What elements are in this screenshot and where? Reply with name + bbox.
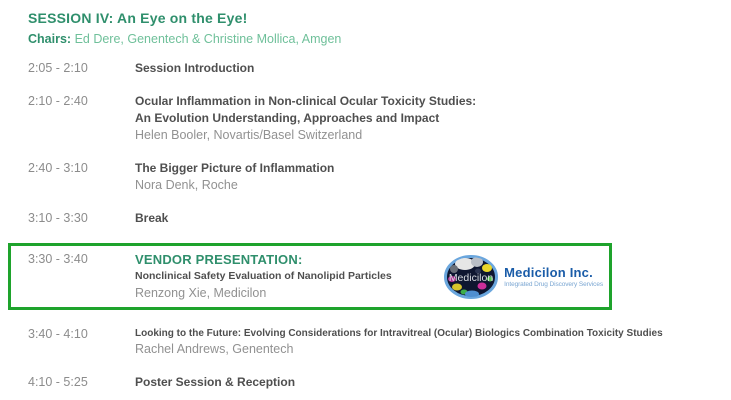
session-name: Session Introduction (135, 61, 255, 75)
agenda-row-6 (28, 326, 731, 358)
vendor-highlight-box (8, 243, 612, 310)
agenda-rows (28, 60, 731, 391)
medicilon-oval-icon (444, 255, 498, 299)
session-name: Break (135, 211, 169, 225)
session-name: Nonclinical Safety Evaluation of Nanolipid Particles (135, 270, 392, 282)
session-name: The Bigger Picture of Inflammation (135, 161, 335, 175)
chairs-names: Ed Dere, Genentech & Christine Mollica, Amgen (74, 32, 342, 46)
speaker-name: Helen Booler, Novartis/Basel Switzerland (135, 128, 363, 142)
speaker-name: Rachel Andrews, Genentech (135, 342, 294, 356)
medicilon-company-name: Medicilon Inc. (504, 264, 593, 280)
speaker-name: Renzong Xie, Medicilon (135, 286, 267, 300)
time-label: 3:40 - 4:10 (28, 327, 88, 341)
time-label: 2:40 - 3:10 (28, 161, 88, 175)
time-label: 3:10 - 3:30 (28, 211, 88, 225)
speaker-name: Nora Denk, Roche (135, 178, 238, 192)
session-name: Looking to the Future: Evolving Considerations for Intravitreal (Ocular) Biologics Combination Toxicity Studies (135, 328, 663, 339)
time-label: 4:10 - 5:25 (28, 375, 88, 389)
agenda-row-4 (28, 210, 731, 227)
agenda-row-2 (28, 93, 731, 144)
agenda-row-7 (28, 374, 731, 391)
medicilon-logo-text (504, 265, 603, 289)
chairs-label: Chairs: (28, 32, 72, 46)
chairs-line (28, 31, 731, 48)
time-label: 3:30 - 3:40 (28, 252, 88, 266)
time-label: 2:10 - 2:40 (28, 94, 88, 108)
agenda-row-3 (28, 160, 731, 194)
session-name-line2: An Evolution Understanding, Approaches and Impact (135, 111, 440, 125)
time-label: 2:05 - 2:10 (28, 61, 88, 75)
medicilon-tagline: Integrated Drug Discovery Services (504, 280, 603, 288)
session-name: Poster Session & Reception (135, 375, 296, 389)
session-name: Ocular Inflammation in Non-clinical Ocular Toxicity Studies: (135, 94, 477, 108)
agenda-row-1 (28, 60, 731, 77)
vendor-presentation-label: VENDOR PRESENTATION: (135, 252, 303, 267)
medicilon-oval-text: Medicilon (448, 271, 494, 284)
medicilon-logo (440, 255, 603, 299)
session-title: SESSION IV: An Eye on the Eye! (28, 10, 248, 26)
